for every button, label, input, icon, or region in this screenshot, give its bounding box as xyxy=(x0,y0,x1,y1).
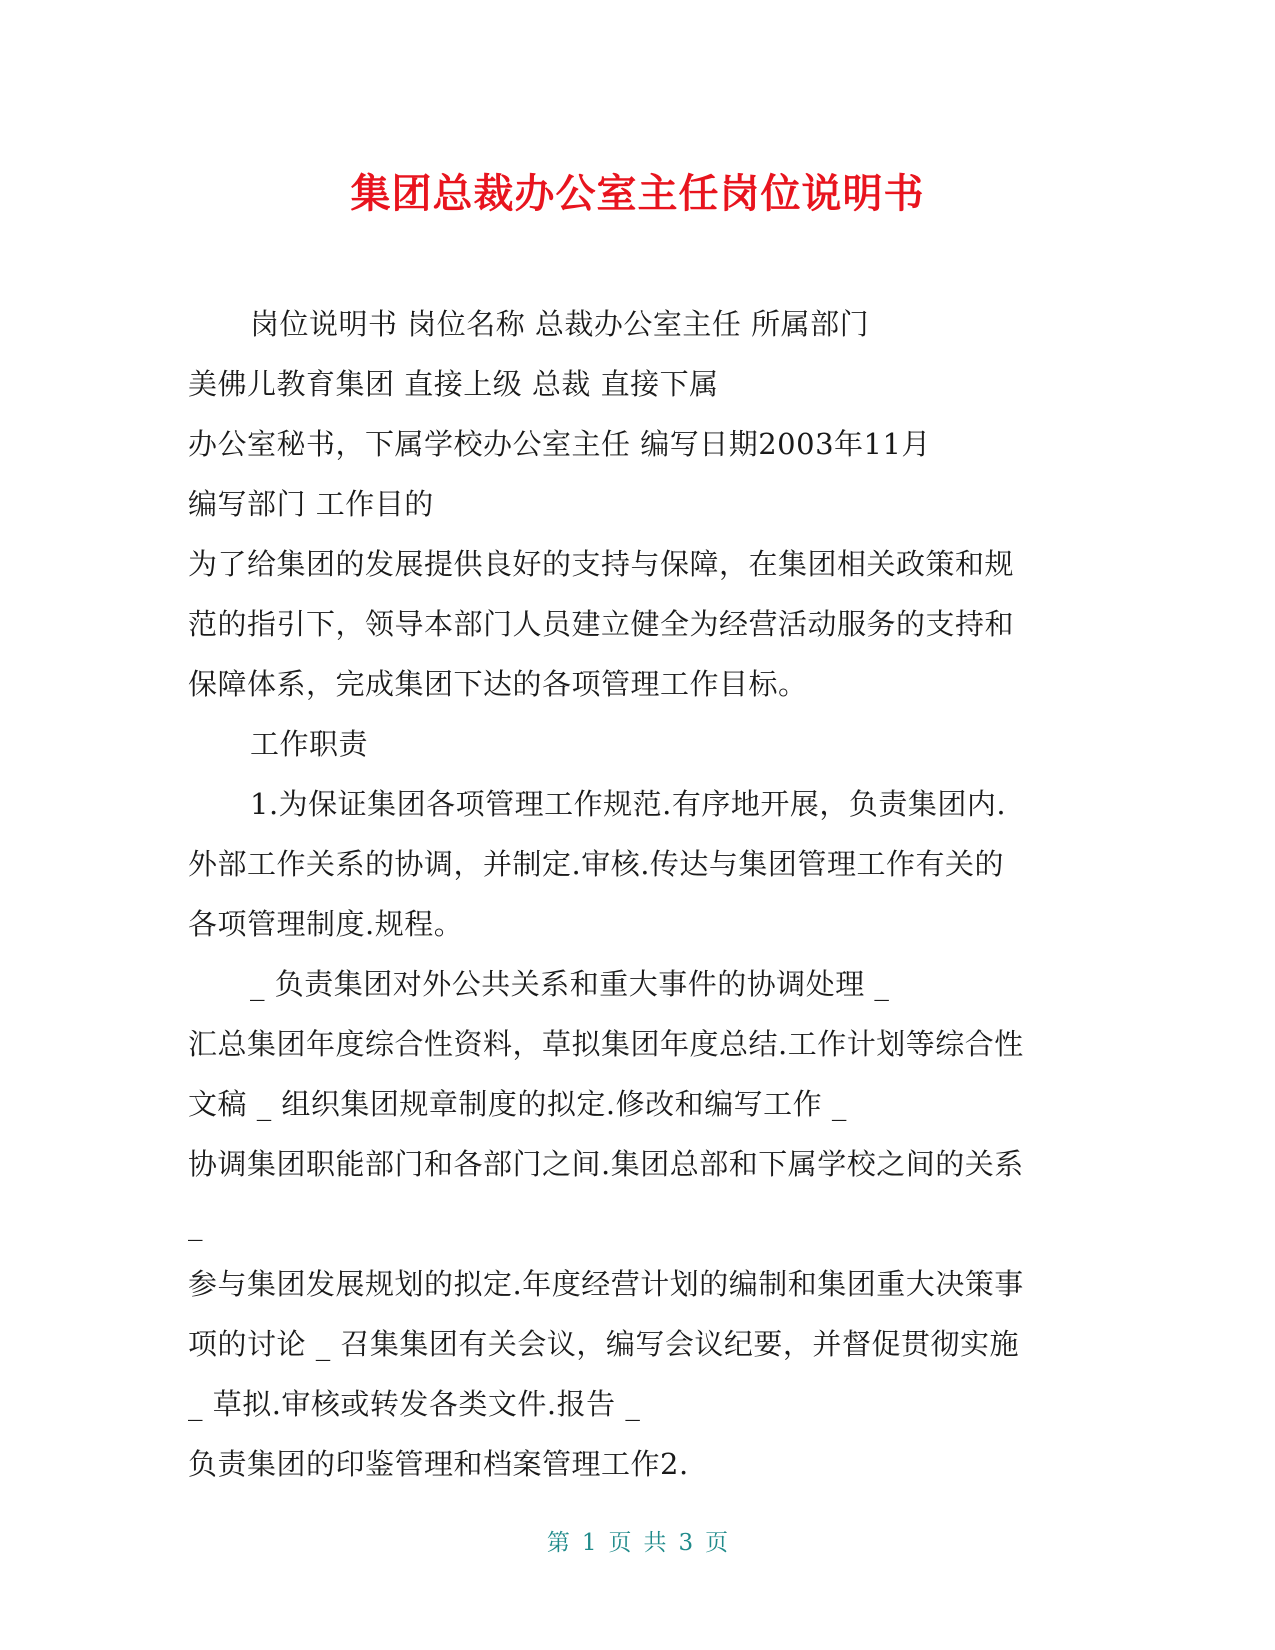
document-body xyxy=(188,294,1088,1494)
footer-total-prefix: 共 xyxy=(643,1530,667,1556)
body-line: _ xyxy=(188,1207,203,1241)
body-line: 负责集团的印鉴管理和档案管理工作2. xyxy=(188,1447,689,1481)
body-line: 项的讨论 _ 召集集团有关会议，编写会议纪要，并督促贯彻实施 xyxy=(188,1327,1019,1361)
body-line: 保障体系，完成集团下达的各项管理工作目标。 xyxy=(188,667,808,701)
body-line: 美佛儿教育集团 直接上级 总裁 直接下属 xyxy=(188,367,719,401)
document-title: 集团总裁办公室主任岗位说明书 xyxy=(350,171,925,217)
footer-page-prefix: 第 xyxy=(546,1530,570,1556)
body-line: 1.为保证集团各项管理工作规范.有序地开展，负责集团内. xyxy=(250,787,1007,821)
body-line: _ 负责集团对外公共关系和重大事件的协调处理 _ xyxy=(250,967,890,1001)
body-line: 协调集团职能部门和各部门之间.集团总部和下属学校之间的关系 xyxy=(188,1147,1024,1181)
footer-page-suffix: 页 xyxy=(705,1530,729,1556)
body-line: 参与集团发展规划的拟定.年度经营计划的编制和集团重大决策事 xyxy=(188,1267,1024,1301)
footer-total-pages: 3 xyxy=(678,1530,694,1556)
body-line: 文稿 _ 组织集团规章制度的拟定.修改和编写工作 _ xyxy=(188,1087,847,1121)
page-footer xyxy=(0,1524,1275,1557)
body-line: 范的指引下，领导本部门人员建立健全为经营活动服务的支持和 xyxy=(188,607,1015,641)
footer-current-page: 1 xyxy=(581,1530,597,1556)
body-line: 外部工作关系的协调，并制定.审核.传达与集团管理工作有关的 xyxy=(188,847,1004,881)
body-line: 岗位说明书 岗位名称 总裁办公室主任 所属部门 xyxy=(250,307,870,341)
body-line: _ 草拟.审核或转发各类文件.报告 _ xyxy=(188,1387,641,1421)
footer-page-mid: 页 xyxy=(608,1530,632,1556)
body-line: 办公室秘书，下属学校办公室主任 编写日期2003年11月 xyxy=(188,427,931,461)
body-line: 编写部门 工作目的 xyxy=(188,487,434,521)
body-line: 各项管理制度.规程。 xyxy=(188,907,464,941)
body-line: 为了给集团的发展提供良好的支持与保障，在集团相关政策和规 xyxy=(188,547,1015,581)
section-heading: 工作职责 xyxy=(250,727,369,761)
body-line: 汇总集团年度综合性资料，草拟集团年度总结.工作计划等综合性 xyxy=(188,1027,1024,1061)
